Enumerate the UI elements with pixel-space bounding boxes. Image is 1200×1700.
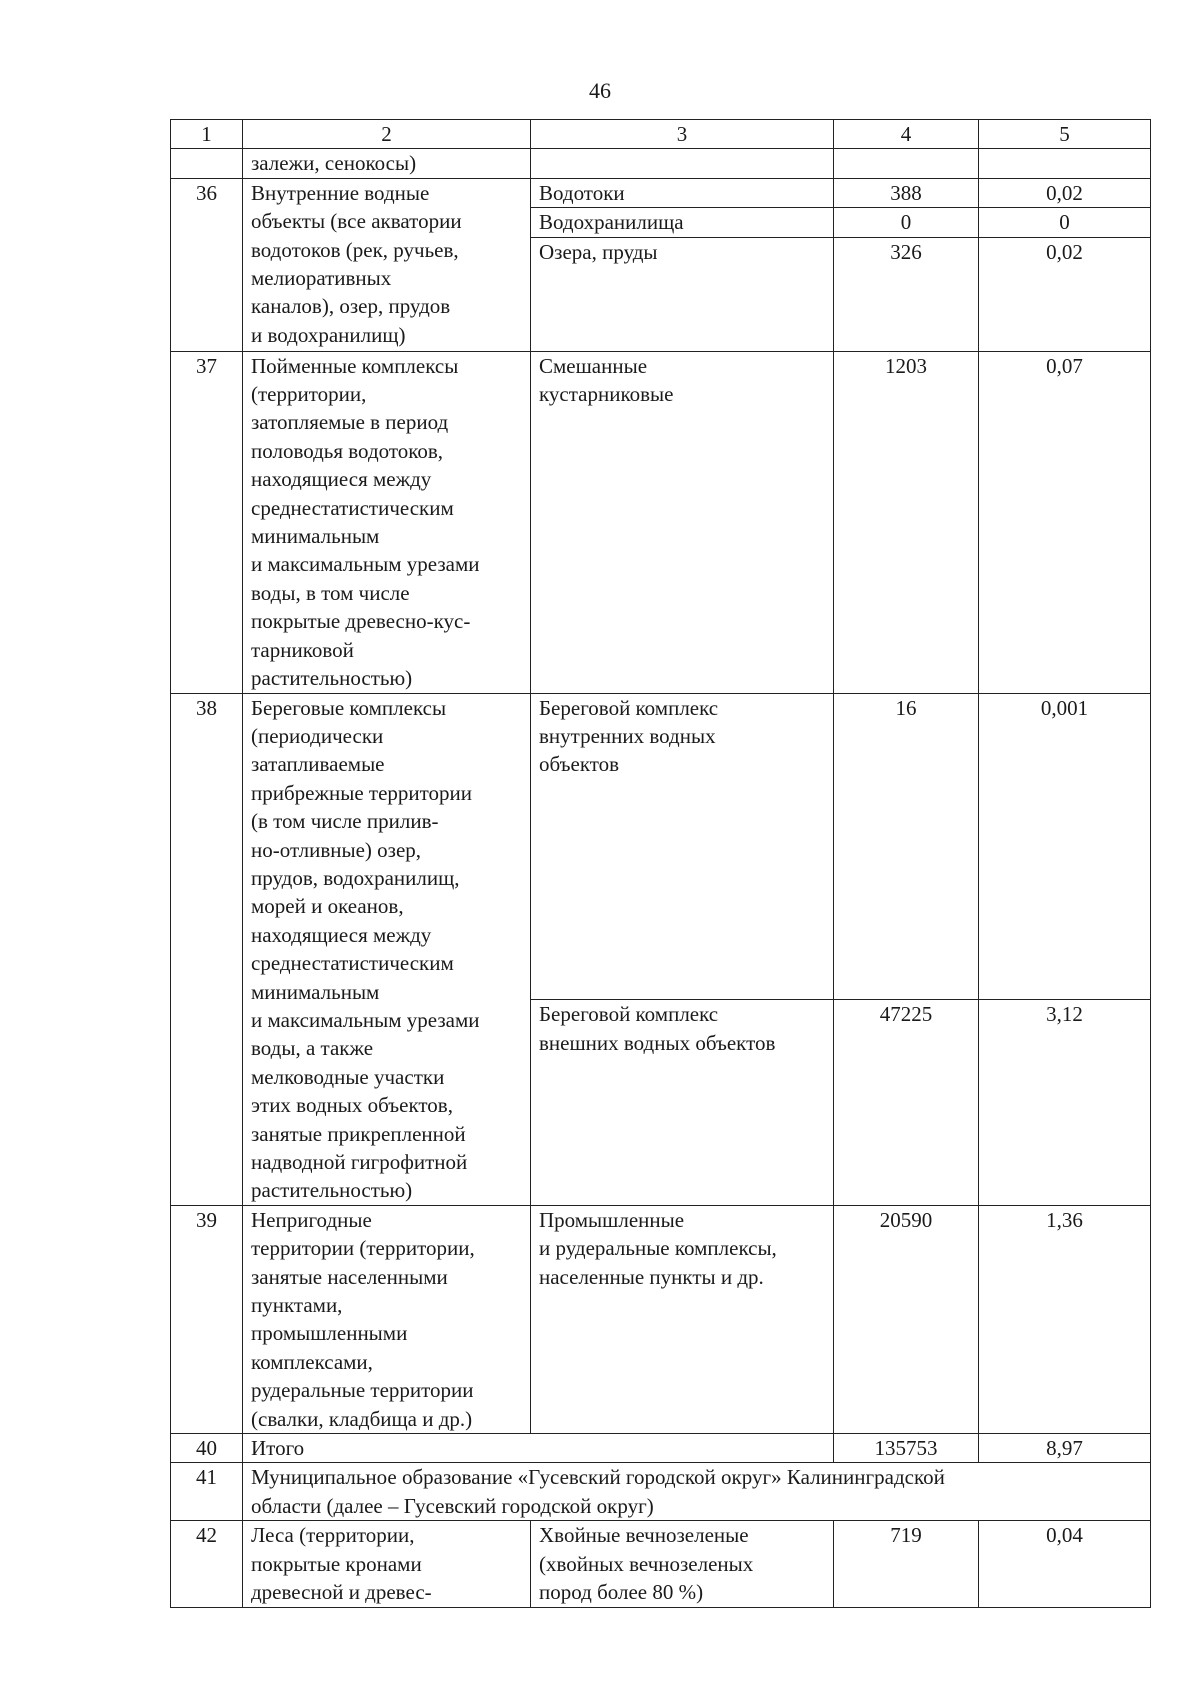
section-heading-line: области (далее – Гусевский городской округ) xyxy=(251,1493,654,1518)
column-number: 1 xyxy=(171,120,243,149)
area-cell: 388 xyxy=(834,178,979,207)
area-cell: 16 xyxy=(834,693,979,1000)
description-cell xyxy=(243,693,531,1205)
type-line: Береговой комплекс xyxy=(539,695,719,720)
description-line: покрытые кронами xyxy=(251,1551,422,1576)
section-heading-row xyxy=(171,1463,1151,1521)
area-cell: 1203 xyxy=(834,351,979,693)
percent-cell xyxy=(979,149,1151,178)
page-number: 46 xyxy=(589,78,611,103)
section-heading xyxy=(243,1463,1151,1521)
description-cell xyxy=(243,1521,531,1607)
total-row xyxy=(171,1434,1151,1463)
type-line: кустарниковые xyxy=(539,382,674,407)
description-line: прибрежные территории xyxy=(251,780,473,805)
continuation-row xyxy=(171,149,1151,178)
percent-cell: 1,36 xyxy=(979,1205,1151,1433)
type-cell xyxy=(531,149,834,178)
description-line: минимальным xyxy=(251,524,380,549)
column-number: 5 xyxy=(979,120,1151,149)
row-number-cell: 40 xyxy=(171,1434,243,1463)
type-cell xyxy=(531,351,834,693)
type-line: населенные пункты и др. xyxy=(539,1264,764,1289)
type-line: Береговой комплекс xyxy=(539,1002,719,1027)
table-row xyxy=(171,693,1151,1000)
type-line: Хвойные вечнозеленые xyxy=(539,1523,749,1548)
description-cell xyxy=(243,178,531,351)
description-cell: залежи, сенокосы) xyxy=(243,149,531,178)
description-cell xyxy=(243,351,531,693)
description-line: Непригодные xyxy=(251,1207,372,1232)
description-line: пунктами, xyxy=(251,1293,343,1318)
description-line: и максимальным урезами xyxy=(251,1007,480,1032)
type-line: Промышленные xyxy=(539,1207,685,1232)
percent-cell: 0,04 xyxy=(979,1521,1151,1607)
row-number-cell xyxy=(171,149,243,178)
description-line: и максимальным урезами xyxy=(251,552,480,577)
description-line: находящиеся между xyxy=(251,467,432,492)
table-row xyxy=(171,1205,1151,1433)
description-line: тарниковой xyxy=(251,637,354,662)
description-line: воды, а также xyxy=(251,1036,374,1061)
type-line: (хвойных вечнозеленых xyxy=(539,1551,754,1576)
land-cover-table xyxy=(170,119,1151,1608)
area-cell: 20590 xyxy=(834,1205,979,1433)
description-line: минимальным xyxy=(251,979,380,1004)
type-cell: Озера, пруды xyxy=(531,237,834,351)
description-line: среднестатистическим xyxy=(251,495,454,520)
table-row xyxy=(171,351,1151,693)
description-line: покрытые древесно-кус- xyxy=(251,609,471,634)
description-line: но-отливные) озер, xyxy=(251,837,422,862)
description-line: занятые населенными xyxy=(251,1264,448,1289)
description-line: этих водных объектов, xyxy=(251,1093,453,1118)
type-line: внутренних водных xyxy=(539,723,716,748)
type-line: Смешанные xyxy=(539,353,648,378)
area-cell: 719 xyxy=(834,1521,979,1607)
description-line: надводной гигрофитной xyxy=(251,1150,468,1174)
description-cell xyxy=(243,1205,531,1433)
total-label: Итого xyxy=(243,1434,834,1463)
description-line: затапливаемые xyxy=(251,752,385,777)
row-number-cell: 42 xyxy=(171,1521,243,1607)
description-line: (свалки, кладбища и др.) xyxy=(251,1406,473,1431)
type-cell xyxy=(531,1205,834,1433)
description-line: и водохранилищ) xyxy=(251,322,406,347)
column-number: 4 xyxy=(834,120,979,149)
description-line: рудеральные территории xyxy=(251,1378,474,1403)
description-line: затопляемые в период xyxy=(251,410,449,435)
description-line: растительностью) xyxy=(251,1178,413,1203)
area-cell: 0 xyxy=(834,208,979,237)
description-line: растительностью) xyxy=(251,666,413,691)
type-line: внешних водных объектов xyxy=(539,1030,776,1055)
total-percent: 8,97 xyxy=(979,1434,1151,1463)
percent-cell: 0 xyxy=(979,208,1151,237)
percent-cell: 0,07 xyxy=(979,351,1151,693)
description-line: мелководные участки xyxy=(251,1064,445,1089)
description-line: комплексами, xyxy=(251,1349,373,1374)
description-line: половодья водотоков, xyxy=(251,438,444,463)
description-line: объекты (все акватории xyxy=(251,209,462,234)
description-line: промышленными xyxy=(251,1321,408,1346)
description-line: находящиеся между xyxy=(251,922,432,947)
section-heading-line: Муниципальное образование «Гусевский городской округ» Калининградской xyxy=(251,1465,945,1490)
description-line: (периодически xyxy=(251,723,384,748)
table-row xyxy=(171,178,1151,207)
description-line: каналов), озер, прудов xyxy=(251,294,451,319)
type-line: объектов xyxy=(539,752,620,777)
column-number-row xyxy=(171,120,1151,149)
description-line: водотоков (рек, ручьев, xyxy=(251,237,459,262)
row-number-cell: 37 xyxy=(171,351,243,693)
column-number: 2 xyxy=(243,120,531,149)
description-line: Внутренние водные xyxy=(251,180,430,205)
table-row xyxy=(171,1521,1151,1607)
column-number: 3 xyxy=(531,120,834,149)
type-cell xyxy=(531,1000,834,1206)
description-line: (территории, xyxy=(251,382,367,407)
area-cell: 326 xyxy=(834,237,979,351)
description-line: занятые прикрепленной xyxy=(251,1121,466,1146)
row-number-cell: 41 xyxy=(171,1463,243,1521)
percent-cell: 0,02 xyxy=(979,237,1151,351)
type-line: и рудеральные комплексы, xyxy=(539,1236,777,1261)
total-area: 135753 xyxy=(834,1434,979,1463)
description-line: мелиоративных xyxy=(251,266,392,291)
area-cell xyxy=(834,149,979,178)
percent-cell: 0,001 xyxy=(979,693,1151,1000)
description-line: воды, в том числе xyxy=(251,580,410,605)
description-line: Береговые комплексы xyxy=(251,695,447,720)
area-cell: 47225 xyxy=(834,1000,979,1206)
description-line: морей и океанов, xyxy=(251,894,404,919)
percent-cell: 3,12 xyxy=(979,1000,1151,1206)
type-cell xyxy=(531,1521,834,1607)
type-cell: Водотоки xyxy=(531,178,834,207)
description-line: территории (территории, xyxy=(251,1236,475,1261)
row-number-cell: 39 xyxy=(171,1205,243,1433)
description-line: среднестатистическим xyxy=(251,951,454,976)
type-cell: Водохранилища xyxy=(531,208,834,237)
description-line: прудов, водохранилищ, xyxy=(251,865,460,890)
percent-cell: 0,02 xyxy=(979,178,1151,207)
row-number-cell: 36 xyxy=(171,178,243,351)
description-line: Пойменные комплексы xyxy=(251,353,459,378)
type-cell xyxy=(531,693,834,1000)
description-line: (в том числе прилив- xyxy=(251,809,439,834)
row-number-cell: 38 xyxy=(171,693,243,1205)
description-line: древесной и древес- xyxy=(251,1580,432,1605)
description-line: Леса (территории, xyxy=(251,1523,415,1548)
type-line: пород более 80 %) xyxy=(539,1580,704,1605)
